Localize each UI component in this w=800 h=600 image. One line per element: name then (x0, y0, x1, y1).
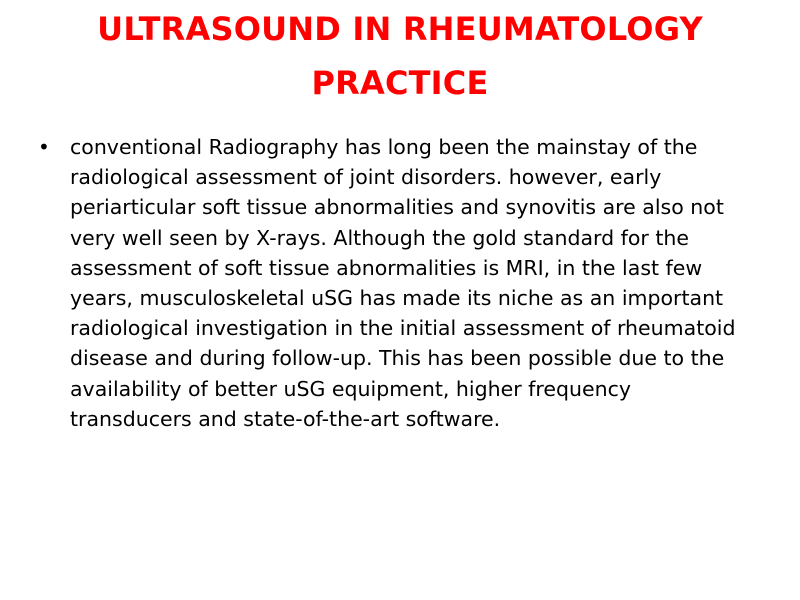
slide-title: ULTRASOUND IN RHEUMATOLOGY PRACTICE (97, 10, 703, 102)
bullet-list (38, 132, 738, 434)
bullet-item (38, 132, 738, 434)
bullet-icon: • (38, 135, 50, 159)
bullet-text: conventional Radiography has long been the mainstay of the radiological assessment of joint disorders. however, early periarticular soft tissue abnormalities and synovitis are also not very well seen by X-rays. Although the gold standard for the assessment of soft tissue abnormalities is MRI, in the last few years, musculoskeletal uSG has made its niche as an important radiological investigation in the initial assessment of rheumatoid disease and during follow-up. This has been possible due to the availability of better uSG equipment, higher frequency transducers and state-of-the-art software. (70, 135, 736, 431)
